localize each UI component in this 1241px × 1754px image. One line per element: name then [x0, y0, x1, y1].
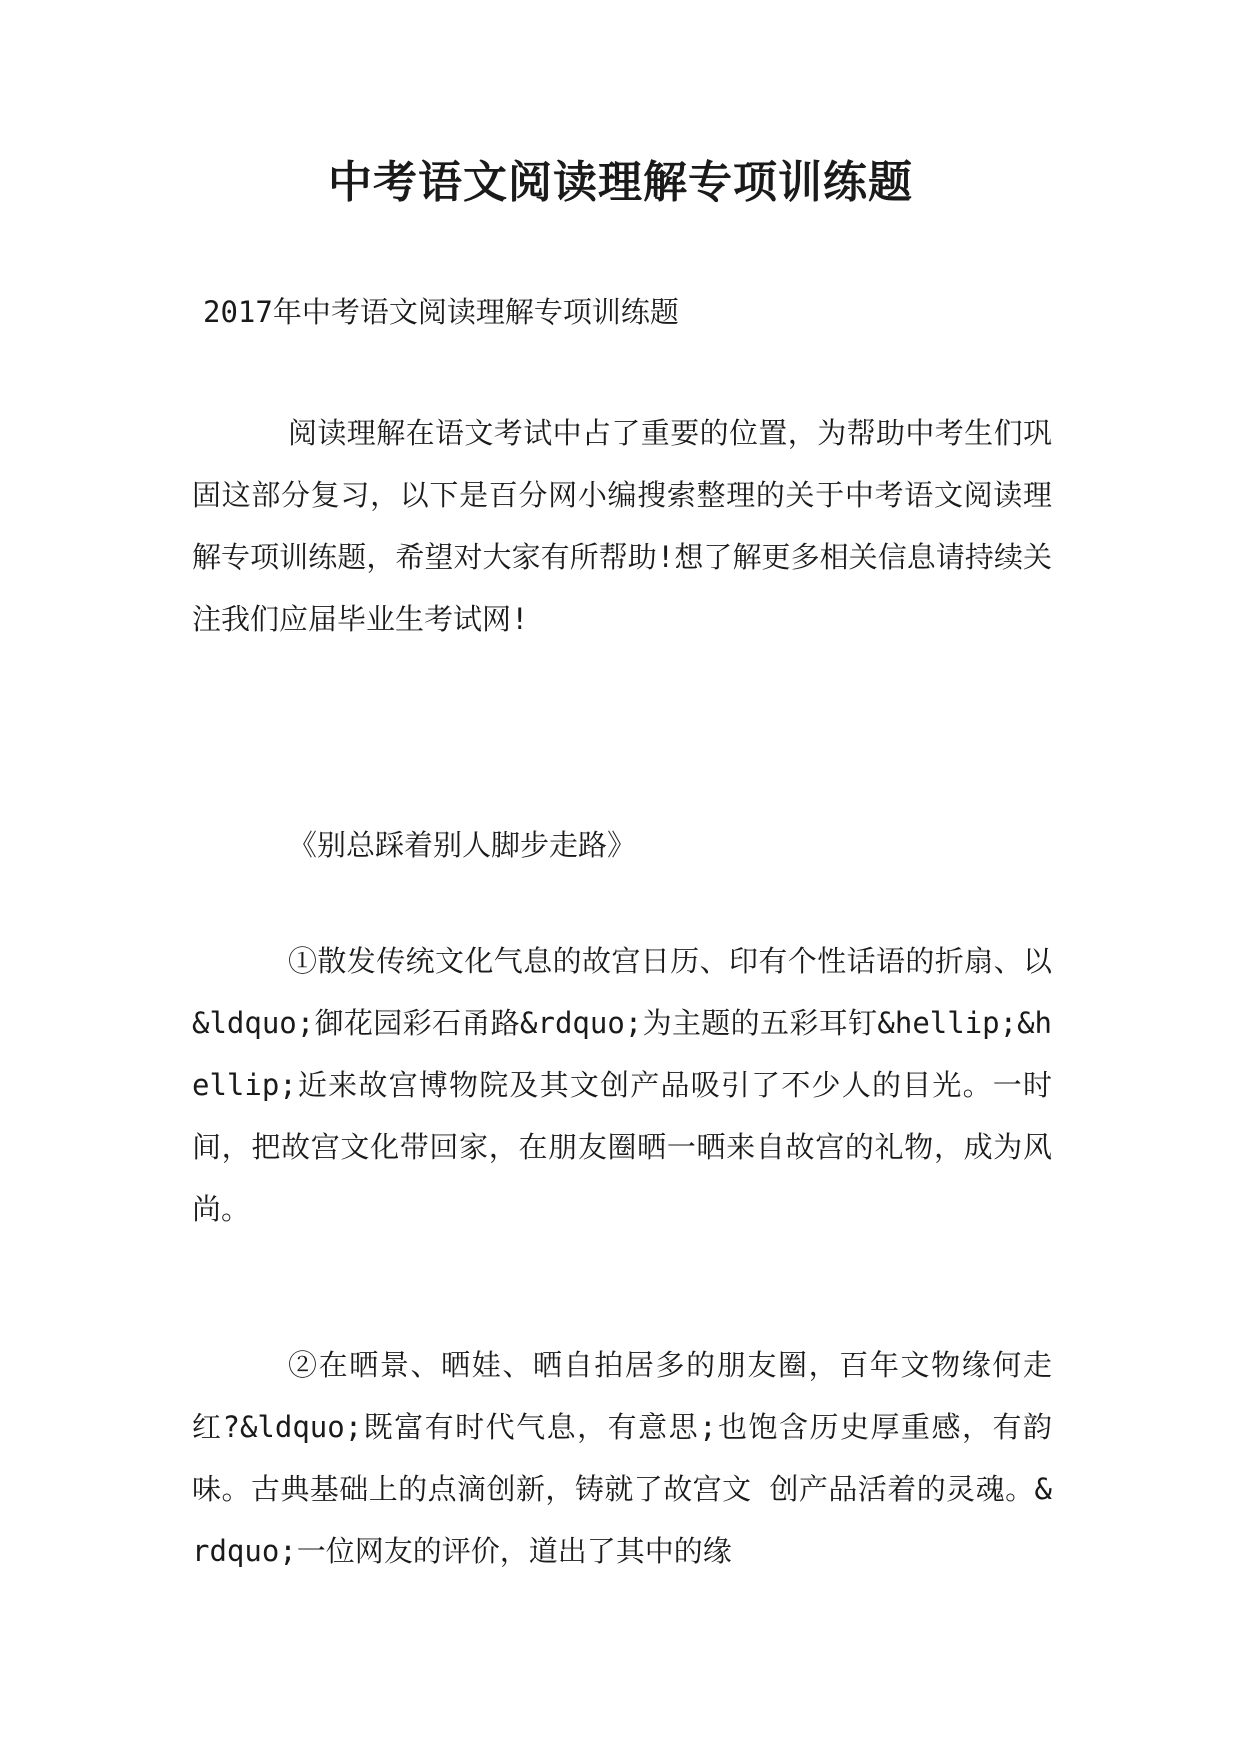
article-title: 《别总踩着别人脚步走路》 — [288, 828, 637, 862]
article-paragraph-2: ②在晒景、晒娃、晒自拍居多的朋友圈，百年文物缘何走红?&ldquo;既富有时代气息，有意思;也饱含历史厚重感，有韵味。古典基础上的点滴创新，铸就了故宫文 创产品活着的灵魂。&rdquo;一位网友的评价，道出了其中的缘 — [192, 1348, 1052, 1568]
intro-paragraph: 阅读理解在语文考试中占了重要的位置，为帮助中考生们巩固这部分复习，以下是百分网小编搜索整理的关于中考语文阅读理解专项训练题，希望对大家有所帮助!想了解更多相关信息请持续关注我们应届毕业生考试网! — [192, 416, 1052, 636]
article-paragraph-1: ①散发传统文化气息的故宫日历、印有个性话语的折扇、以&ldquo;御花园彩石甬路&rdquo;为主题的五彩耳钉&hellip;&hellip;近来故宫博物院及其文创产品吸引了不少人的目光。一时间，把故宫文化带回家，在朋友圈晒一晒来自故宫的礼物，成为风尚。 — [192, 944, 1052, 1226]
document-title: 中考语文阅读理解专项训练题 — [328, 157, 913, 208]
document-subtitle: 2017年中考语文阅读理解专项训练题 — [203, 295, 679, 329]
